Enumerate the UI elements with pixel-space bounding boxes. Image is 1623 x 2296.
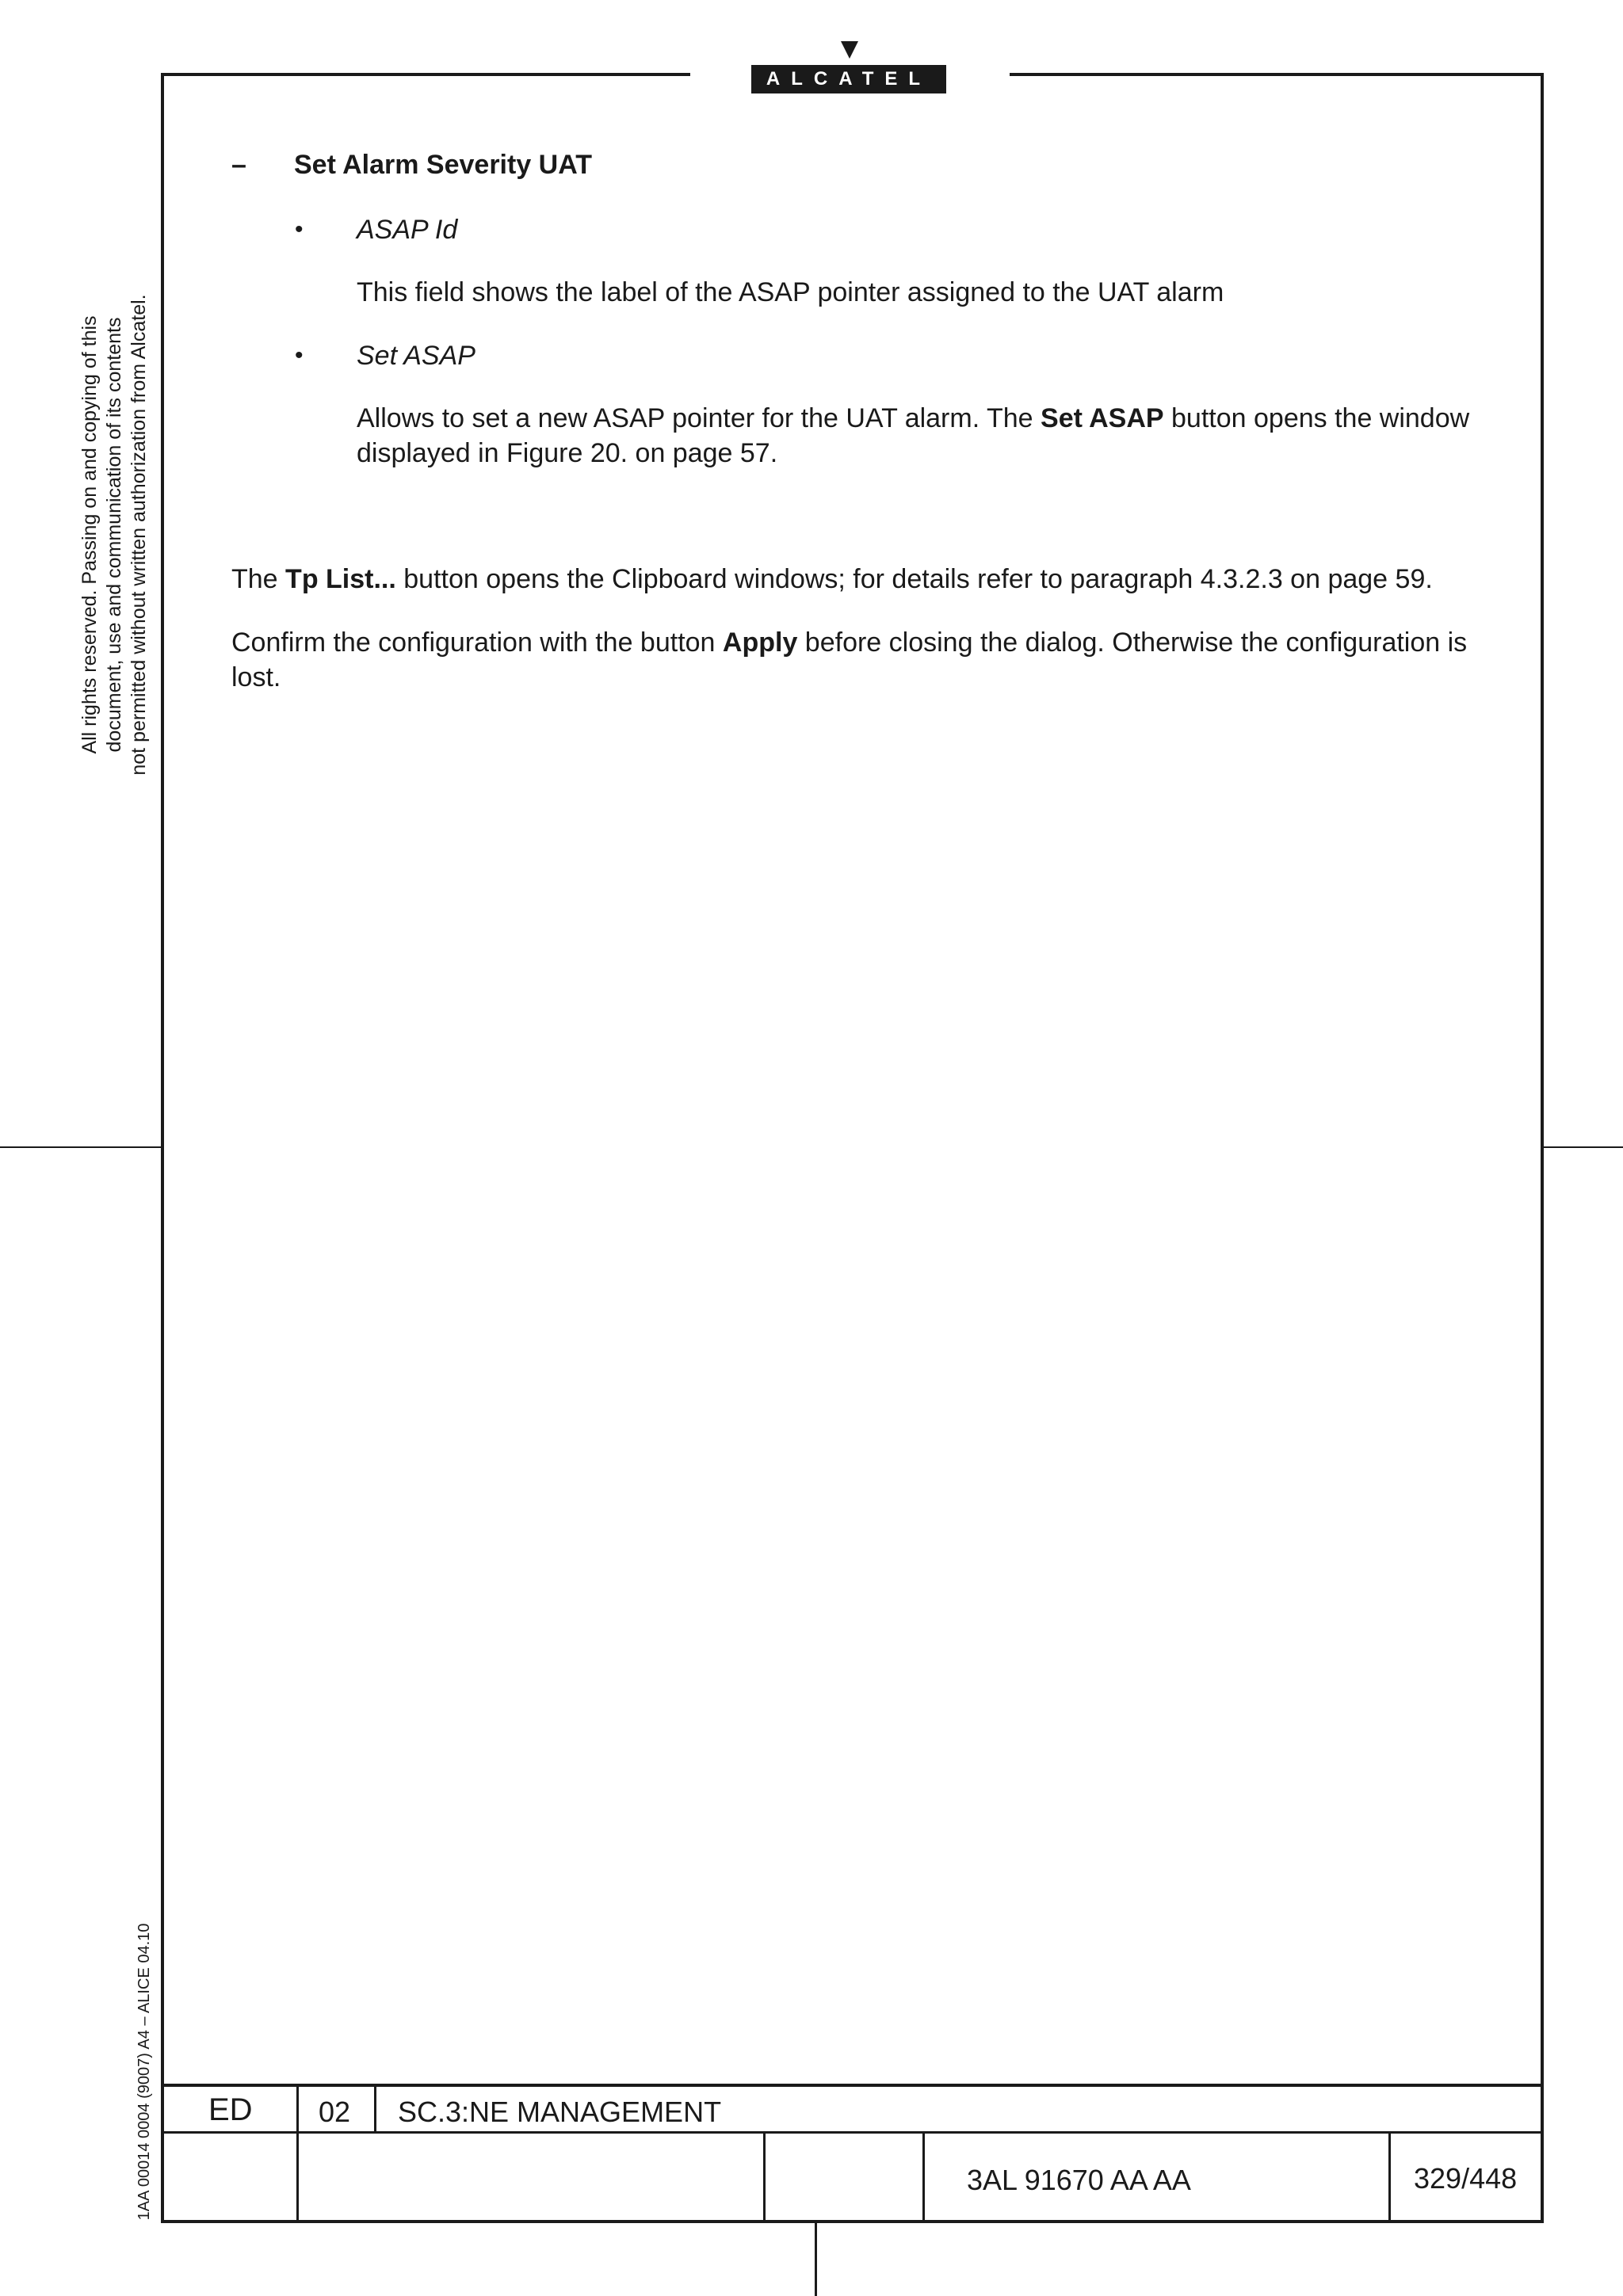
footer-divider (763, 2131, 766, 2223)
text-run: Allows to set a new ASAP pointer for the UAT alarm. The (357, 403, 1041, 433)
footer-section: SC.3:NE MANAGEMENT (398, 2096, 722, 2128)
form-code: 1AA 00014 0004 (9007) A4 – ALICE 04.10 (136, 1923, 153, 2221)
item-title-asap-id: ASAP Id (357, 215, 458, 245)
item-description-set-asap (357, 401, 1482, 471)
footer-bottom-border (161, 2220, 1544, 2223)
rights-notice (78, 269, 151, 800)
margin-mark-left (0, 1146, 161, 1148)
footer-middle-border (161, 2131, 1544, 2134)
frame-top-right (1010, 73, 1544, 76)
logo-arrow-icon (841, 41, 858, 59)
item-title-set-asap: Set ASAP (357, 341, 475, 371)
paragraph-tp-list (231, 562, 1499, 597)
footer-ed-label: ED (208, 2092, 253, 2127)
footer-page-number: 329/448 (1414, 2162, 1518, 2195)
paragraph-confirm (231, 625, 1499, 695)
footer-top-border (161, 2084, 1544, 2087)
bullet-icon: • (295, 342, 304, 368)
section-title: Set Alarm Severity UAT (294, 150, 593, 180)
set-asap-button-ref: Set ASAP (1041, 403, 1164, 433)
item-description-asap-id: This field shows the label of the ASAP pointer assigned to the UAT alarm (357, 277, 1224, 307)
section-dash: – (231, 150, 246, 180)
footer-edition: 02 (319, 2096, 351, 2128)
margin-mark-right (1544, 1146, 1623, 1148)
rights-line-2: document, use and communication of its contents (103, 317, 125, 753)
frame-left (161, 73, 164, 2223)
rights-line-1: All rights reserved. Passing on and copying of this (78, 315, 101, 754)
tp-list-button-ref: Tp List... (285, 564, 396, 594)
footer-divider (296, 2084, 299, 2223)
apply-button-ref: Apply (722, 627, 798, 658)
footer-divider (374, 2084, 376, 2133)
footer-divider (922, 2131, 925, 2223)
frame-top-left (161, 73, 690, 76)
frame-right (1541, 73, 1544, 2223)
text-run: before closing the dialog. Otherwise the configuration is lost. (231, 627, 1468, 692)
alcatel-logo: ALCATEL (751, 65, 946, 93)
text-run: button opens the window displayed in Figure 20. on page 57. (357, 403, 1470, 468)
footer-divider (1388, 2131, 1391, 2223)
text-run: The (231, 564, 286, 594)
text-run: button opens the Clipboard windows; for details refer to paragraph 4.3.2.3 on page 59. (395, 564, 1433, 594)
text-run: Confirm the configuration with the button (231, 627, 723, 658)
footer-doc-number: 3AL 91670 AA AA (967, 2164, 1191, 2196)
rights-line-3: not permitted without written authorization from Alcatel. (128, 294, 150, 776)
bullet-icon: • (295, 216, 304, 242)
bottom-center-mark (815, 2223, 817, 2296)
